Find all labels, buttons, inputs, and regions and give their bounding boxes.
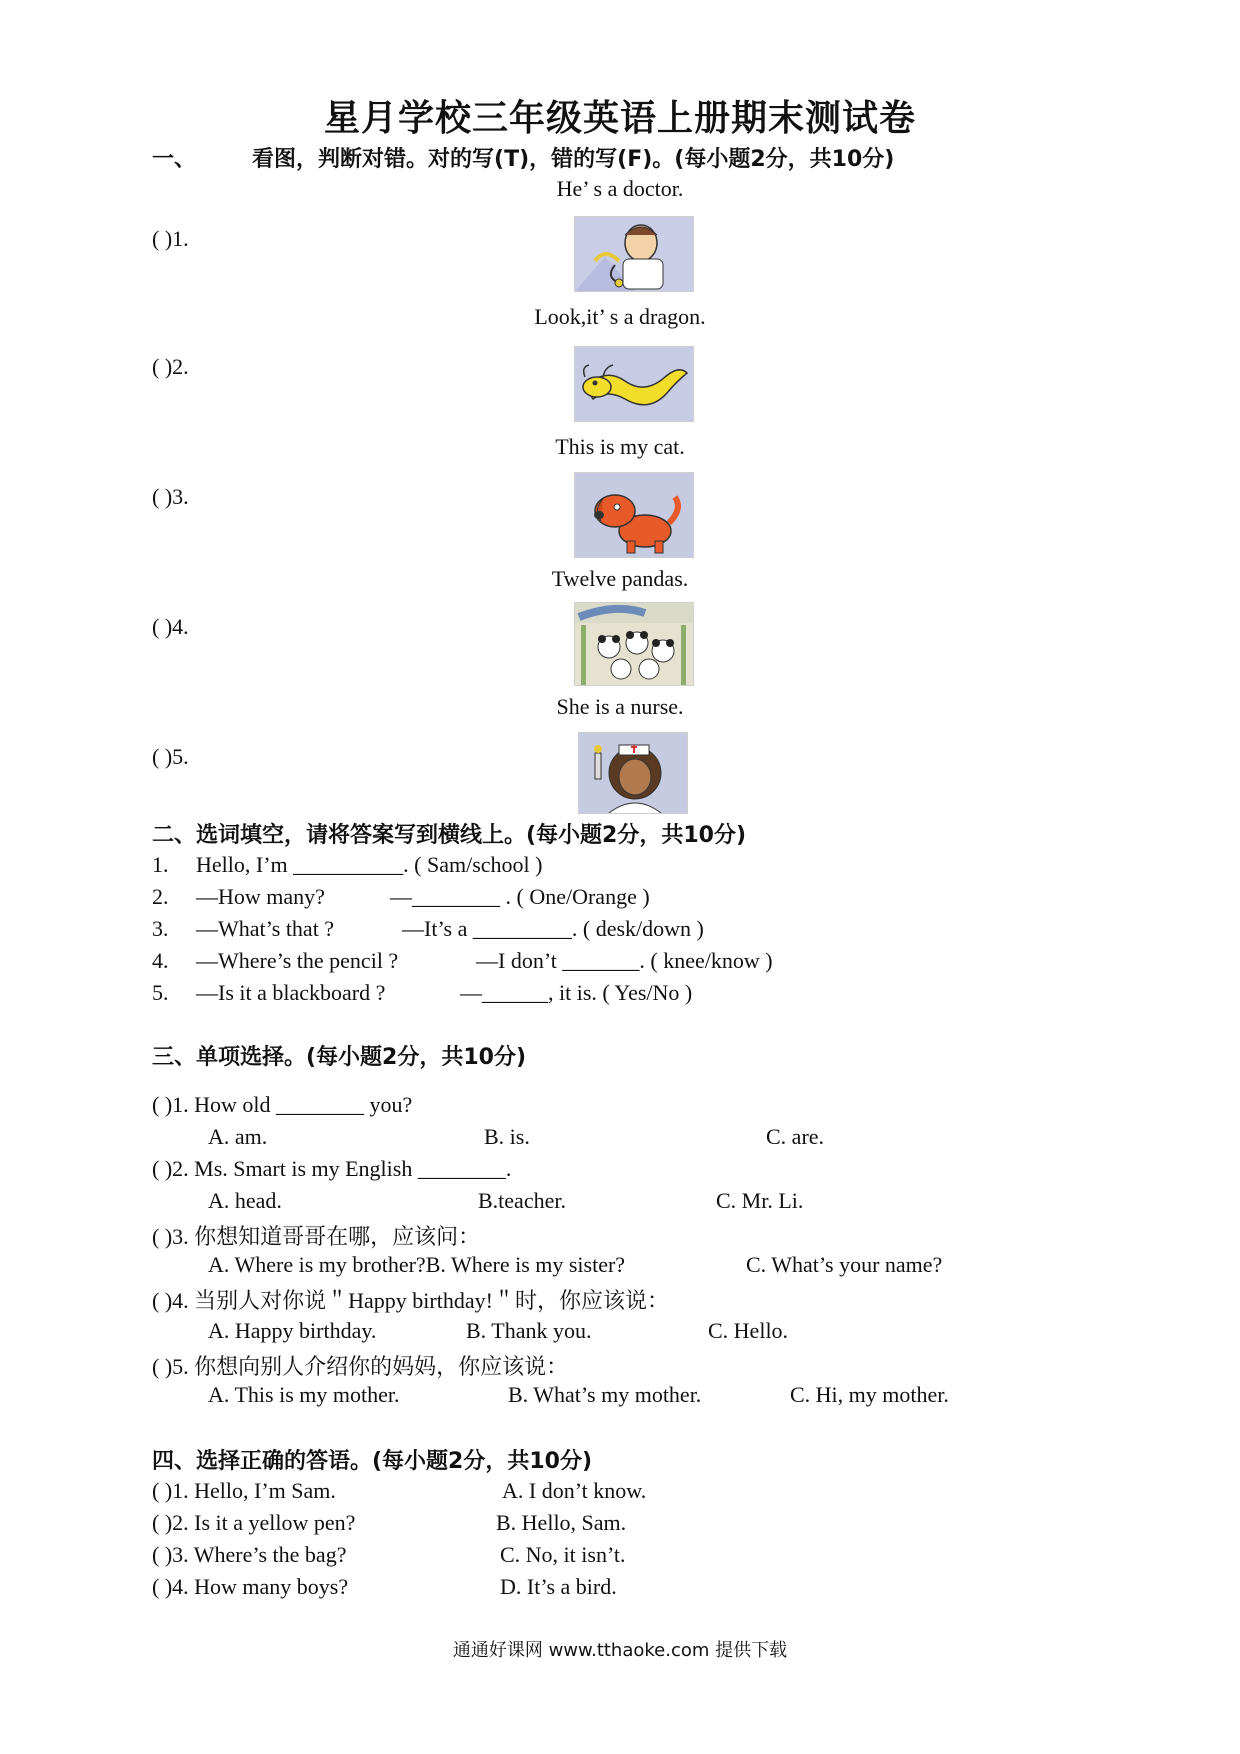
s3-q4-option-b: B. Thank you.	[466, 1318, 592, 1343]
s1-answer-5: ( )5.	[152, 744, 189, 769]
s4-question-4: ( )4. How many boys?	[152, 1574, 349, 1599]
s1-answer-4: ( )4.	[152, 614, 189, 639]
s3-question-3: ( )3. 你想知道哥哥在哪，应该问：	[152, 1224, 481, 1249]
s3-question-2: ( )2. Ms. Smart is my English ________.	[152, 1156, 512, 1181]
section-1-title: 看图，判断对错。对的写(T)，错的写(F)。(每小题2分，共10分)	[252, 147, 895, 172]
s1-sentence-1: He’ s a doctor.	[556, 176, 684, 201]
section-1-heading	[152, 142, 894, 173]
s2-question-1: Hello, I’m __________. ( Sam/school )	[196, 852, 543, 877]
s3-q1-option-b: B. is.	[484, 1124, 530, 1149]
s3-q4-option-c: C. Hello.	[708, 1318, 789, 1343]
s2-num-5: 5.	[152, 980, 169, 1005]
s1-sentence-3: This is my cat.	[555, 434, 685, 459]
s4-answer-c: C. No, it isn’t.	[500, 1542, 626, 1567]
s2-question-3: —What’s that ?	[196, 916, 335, 941]
s2-num-1: 1.	[152, 852, 169, 877]
s3-q3-option-c: C. What’s your name?	[746, 1252, 943, 1277]
s3-q2-option-b: B.teacher.	[478, 1188, 566, 1213]
s4-answer-b: B. Hello, Sam.	[496, 1510, 627, 1535]
footer-credit: 通通好课网 www.tthaoke.com 提供下载	[452, 1640, 788, 1661]
s2-num-2: 2.	[152, 884, 169, 909]
doctor-image	[574, 216, 694, 292]
page-title: 星月学校三年级英语上册期末测试卷	[323, 98, 916, 139]
s2-answer-3: —It’s a _________. ( desk/down )	[402, 916, 704, 941]
dragon-image	[574, 346, 694, 422]
s2-answer-5: —______, it is. ( Yes/No )	[460, 980, 693, 1005]
s1-sentence-5: She is a nurse.	[556, 694, 684, 719]
s1-answer-1: ( )1.	[152, 226, 189, 251]
s4-question-1: ( )1. Hello, I’m Sam.	[152, 1478, 336, 1503]
s1-answer-2: ( )2.	[152, 354, 189, 379]
s2-num-3: 3.	[152, 916, 169, 941]
s1-sentence-4: Twelve pandas.	[551, 566, 689, 591]
s2-answer-2: —________ . ( One/Orange )	[390, 884, 650, 909]
zoo-pandas-image	[574, 602, 694, 686]
s2-question-5: —Is it a blackboard ?	[196, 980, 386, 1005]
s3-question-1: ( )1. How old ________ you?	[152, 1092, 413, 1117]
s3-question-4: ( )4. 当别人对你说＂Happy birthday!＂时，你应该说：	[152, 1288, 669, 1313]
s4-answer-d: D. It’s a bird.	[500, 1574, 617, 1599]
s1-sentence-2: Look,it’ s a dragon.	[534, 304, 706, 329]
s3-question-5: ( )5. 你想向别人介绍你的妈妈，你应该说：	[152, 1354, 569, 1379]
s2-answer-4: —I don’t _______. ( knee/know )	[476, 948, 773, 973]
section-1-number: 一、	[152, 147, 197, 172]
s2-question-4: —Where’s the pencil ?	[196, 948, 399, 973]
section-3-heading: 三、单项选择。(每小题2分，共10分)	[152, 1045, 527, 1070]
s1-answer-3: ( )3.	[152, 484, 189, 509]
section-2-heading: 二、选词填空，请将答案写到横线上。(每小题2分，共10分)	[152, 823, 747, 848]
nurse-image	[578, 732, 688, 814]
dog-image	[574, 472, 694, 558]
s3-q1-option-c: C. are.	[766, 1124, 825, 1149]
section-4-heading: 四、选择正确的答语。(每小题2分，共10分)	[152, 1449, 593, 1474]
s2-question-2: —How many?	[196, 884, 325, 909]
s3-q2-option-c: C. Mr. Li.	[716, 1188, 804, 1213]
s3-q5-option-c: C. Hi, my mother.	[790, 1382, 949, 1407]
s4-question-3: ( )3. Where’s the bag?	[152, 1542, 347, 1567]
s3-q1-option-a: A. am.	[208, 1124, 268, 1149]
s4-answer-a: A. I don’t know.	[502, 1478, 647, 1503]
s4-question-2: ( )2. Is it a yellow pen?	[152, 1510, 356, 1535]
s3-q3-option-ab: A. Where is my brother?B. Where is my sister?	[208, 1252, 626, 1277]
s2-num-4: 4.	[152, 948, 169, 973]
s3-q5-option-b: B. What’s my mother.	[508, 1382, 702, 1407]
s3-q5-option-a: A. This is my mother.	[208, 1382, 400, 1407]
s3-q2-option-a: A. head.	[208, 1188, 282, 1213]
s3-q4-option-a: A. Happy birthday.	[208, 1318, 377, 1343]
